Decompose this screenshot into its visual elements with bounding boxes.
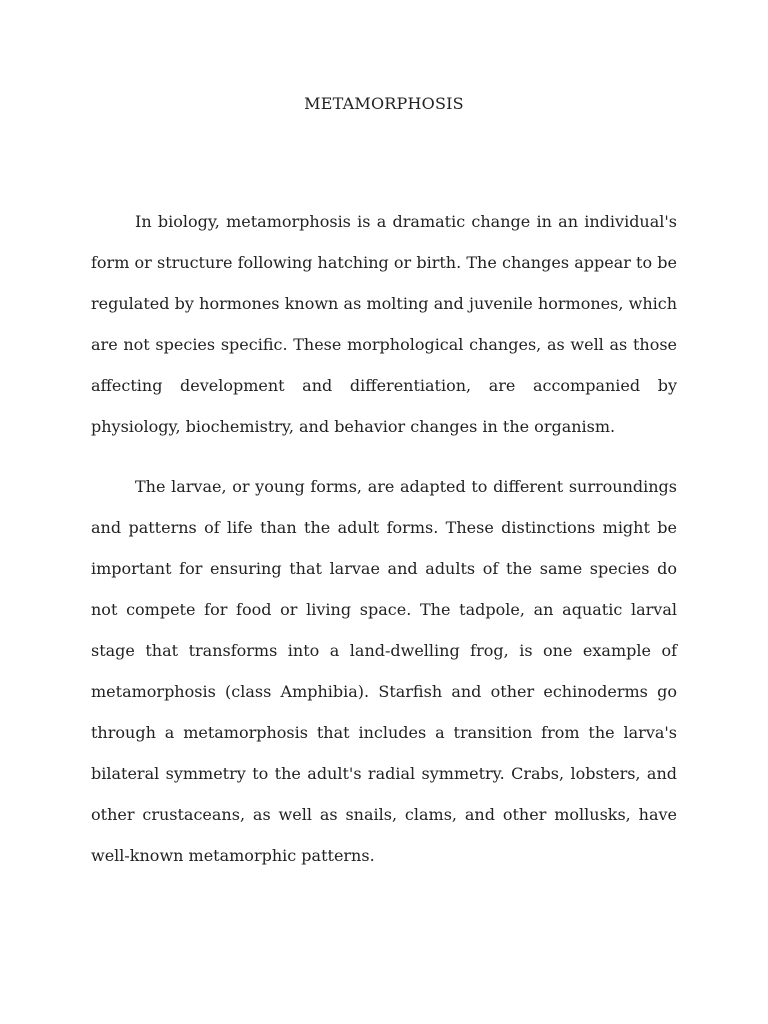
document-title: METAMORPHOSIS [304,94,464,113]
paragraph-1: In biology, metamorphosis is a dramatic change in an individual's form or structure following hatching or birth. The changes appear to be regulated by hormones known as molting and juvenile hormones, which are not species specific. These morphological changes, as well as those affecting development and differentiation, are accompanied by physiology, biochemistry, and behavior changes in the organism. [91,212,677,436]
paragraph-2: The larvae, or young forms, are adapted to different surroundings and patterns of life than the adult forms. These distinctions might be important for ensuring that larvae and adults of the same species do not compete for food or living space. The tadpole, an aquatic larval stage that transforms into a land-dwelling frog, is one example of metamorphosis (class Amphibia). Starfish and other echinoderms go through a metamorphosis that includes a transition from the larva's bilateral symmetry to the adult's radial symmetry. Crabs, lobsters, and other crustaceans, as well as snails, clams, and other mollusks, have well-known metamorphic patterns. [91,477,677,865]
